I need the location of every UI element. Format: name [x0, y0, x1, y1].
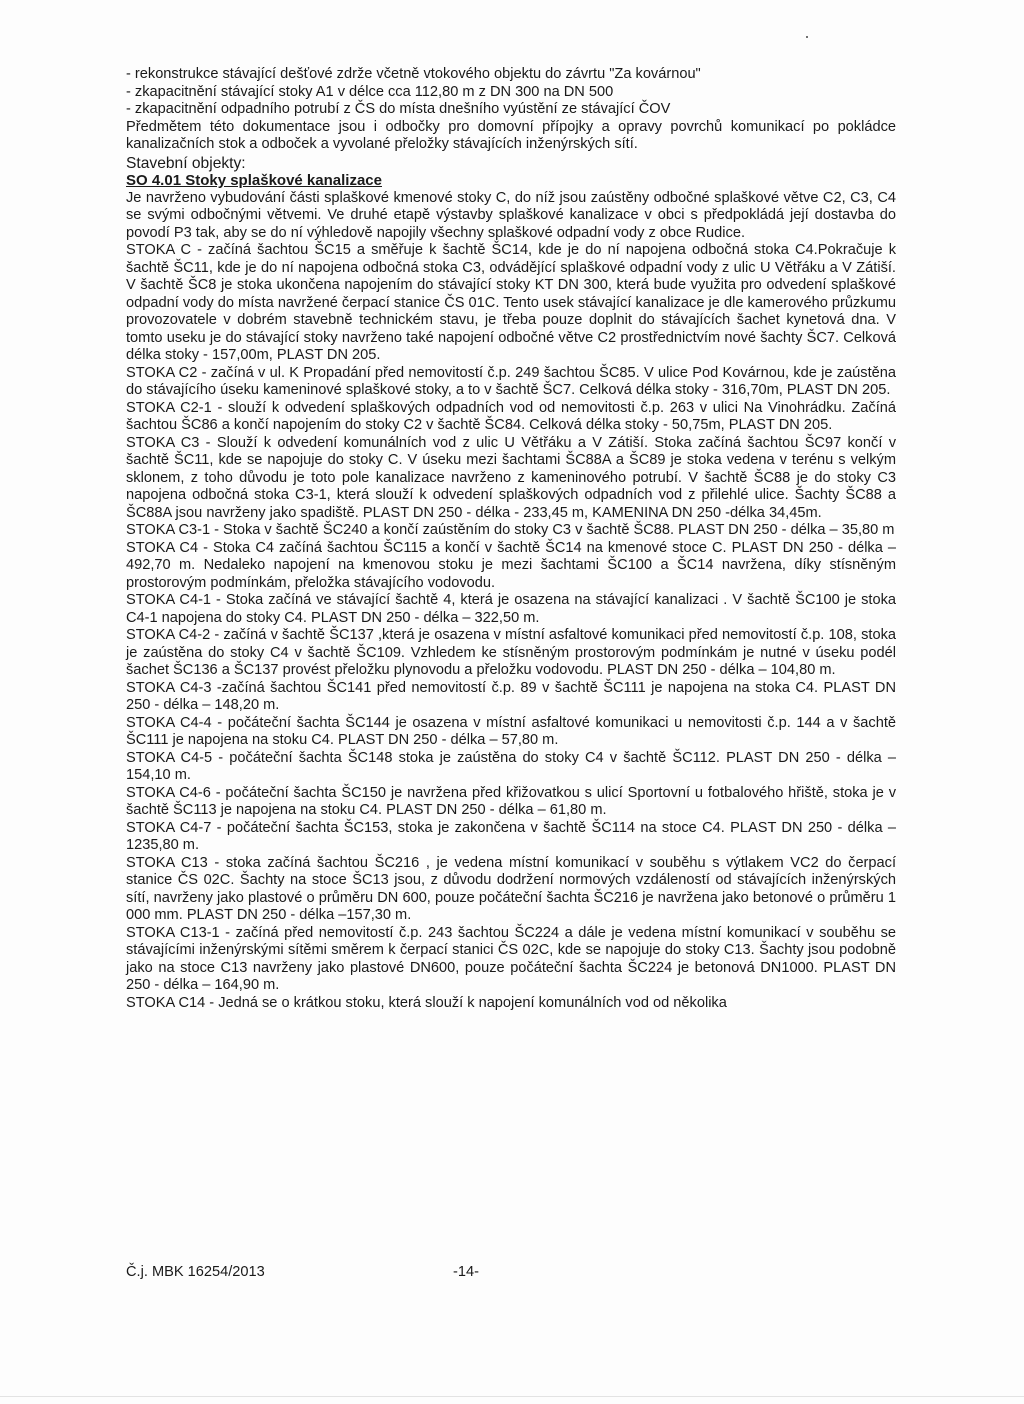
- intro-line: - zkapacitnění stávající stoky A1 v délce cca 112,80 m z DN 300 na DN 500: [126, 83, 614, 100]
- page-footer: [126, 1264, 479, 1280]
- paragraph: STOKA C4-4 - počáteční šachta ŠC144 je osazena v místní asfaltové komunikaci u nemovitosti č.p. 144 a v šachtě ŠC111 je napojena na stoku C4. PLAST DN 250 - délka – 57,80 m.: [126, 714, 896, 748]
- scan-speck: [806, 36, 808, 38]
- intro-line: - zkapacitnění odpadního potrubí z ČS do místa dnešního vyústění ze stávající ČOV: [126, 101, 671, 117]
- paragraph: STOKA C13 - stoka začíná šachtou ŠC216 , je vedena místní komunikací v souběhu s výtlakem VC2 do čerpací stanice ČS 02C. Šachty na stoce ŠC13 jsou, z důvodu dodržení normových vzdáleností od stávajících inženýrských sítí, navrženy jako plastové o průměru DN 600, pouze počáteční šachta ŠC216 je navržena jako betonové o průměru 1 000 mm. PLAST DN 250 - délka –157,30 m.: [126, 854, 896, 923]
- section-title: SO 4.01 Stoky splaškové kanalizace: [126, 172, 382, 189]
- intro-line: - rekonstrukce stávající dešťové zdrže včetně vtokového objektu do závrtu "Za kovárnou": [126, 66, 701, 82]
- page-number: -14-: [453, 1264, 479, 1280]
- paragraph: STOKA C2-1 - slouží k odvedení splaškových odpadních vod od nemovitosti č.p. 263 v ulici Na Vinohrádku. Začíná šachtou ŠC86 a končí napojením do stoky C2 v šachtě ŠC84. Celková délka stoky - 50,75m, PLAST DN 205.: [126, 399, 896, 433]
- paragraph: STOKA C - začíná šachtou ŠC15 a směřuje k šachtě ŠC14, kde je do ní napojena odbočná stoka C4.Pokračuje k šachtě ŠC11, kde je do ní napojena odbočná stoka C3, odvádějící splaškové odpadní vody z ulic U Větřáku a V Zátiší. V šachtě ŠC8 je stoka ukončena napojením do stávající stoky KT DN 300, která bude využita pro odvedení splaškové odpadní vody do místa navržené čerpací stanice ČS 01C. Tento usek stávající kanalizace je dle kamerového průzkumu provozovatele v dobrém stavebně technickém stavu, je třeba pouze doplnit do stávajících šachet kynetová dna. V tomto useku je do stávající stoky navrženo také napojení odbočné větve C2 prostřednictvím nové šachty ŠC7. Celková délka stoky - 157,00m, PLAST DN 205.: [126, 242, 896, 363]
- paragraph: Je navrženo vybudování části splaškové kmenové stoky C, do níž jsou zaústěny odbočné splaškové větve C2, C3, C4 se svými odbočnými větvemi. Ve druhé etapě výstavby splaškové kanalizace v obci s předpokládá její dostavba do povodí P3 tak, aby se do ní výhledově napojily všechny splaškové odpadní vody z obce Rudice.: [126, 189, 896, 241]
- paragraph: STOKA C4-7 - počáteční šachta ŠC153, stoka je zakončena v šachtě ŠC114 na stoce C4. PLAST DN 250 - délka – 1235,80 m.: [126, 819, 896, 853]
- paragraph: STOKA C4 - Stoka C4 začíná šachtou ŠC115 a končí v šachtě ŠC14 na kmenové stoce C. PLAST DN 250 - délka – 492,70 m. Nedaleko napojení na kmenovou stoku je mezi šachtami ŠC100 a ŠC14 navržena, díky stísněným prostorovým podmínkám, přeložka stávajícího vodovodu.: [126, 539, 896, 591]
- intro-paragraph: Předmětem této dokumentace jsou i odbočky pro domovní přípojky a opravy povrchů komunikací po pokládce kanalizačních stok a odboček a vyvolané přeložky stávajících inženýrských sítí.: [126, 118, 896, 152]
- subheading: Stavební objekty:: [126, 154, 246, 172]
- paragraph: STOKA C4-5 - počáteční šachta ŠC148 stoka je zaústěna do stoky C4 v šachtě ŠC112. PLAST DN 250 - délka – 154,10 m.: [126, 749, 896, 783]
- scan-edge-line: [0, 1396, 1024, 1397]
- paragraph: STOKA C4-3 -začíná šachtou ŠC141 před nemovitostí č.p. 89 v šachtě ŠC111 je napojena na stoka C4. PLAST DN 250 - délka – 148,20 m.: [126, 679, 896, 713]
- paragraph: STOKA C3 - Slouží k odvedení komunálních vod z ulic U Větřáku a V Zátiší. Stoka začíná šachtou ŠC97 končí v šachtě ŠC11, kde se napojuje do stoky C. V úseku mezi šachtami ŠC88A a ŠC89 je stoka vedena v terénu s velkým sklonem, z toho důvodu je toto pole kanalizace navrženo z kameninového potrubí. V šachtě ŠC88 je do stoky C3 napojena odbočná stoka C3-1, která slouží k odvedení splaškových odpadních vod z přilehlé ulice. Šachty ŠC88 a ŠC88A jsou navrženy jako spadiště. PLAST DN 250 - délka - 233,45 m, KAMENINA DN 250 -délka 34,45m.: [126, 434, 896, 521]
- paragraph: STOKA C3-1 - Stoka v šachtě ŠC240 a končí zaústěním do stoky C3 v šachtě ŠC88. PLAST DN 250 - délka – 35,80 m: [126, 522, 895, 538]
- paragraph: STOKA C4-1 - Stoka začíná ve stávající šachtě 4, která je osazena na stávající kanalizaci . V šachtě ŠC100 je stoka C4-1 napojena do stoky C4. PLAST DN 250 - délka – 322,50 m.: [126, 592, 896, 626]
- paragraph: STOKA C13-1 - začíná před nemovitostí č.p. 243 šachtou ŠC224 a dále je vedena místní komunikací v souběhu se stávajícími inženýrskými sítěmi směrem k čerpací stanici ČS 02C, kde se napojuje do stoky C13. Šachty jsou podobně jako na stoce C13 navrženy jako plastové DN600, pouze počáteční šachta ŠC224 je betonová DN1000. PLAST DN 250 - délka – 164,90 m.: [126, 924, 896, 993]
- paragraph: STOKA C4-2 - začíná v šachtě ŠC137 ,která je osazena v místní asfaltové komunikaci před nemovitostí č.p. 108, stoka je zaústěna do stoky C4 v šachtě ŠC109. Vzhledem ke stísněným prostorovým podmínkám je nutné v úseku podél šachet ŠC136 a ŠC137 provést přeložku plynovodu a přeložku vodovodu. PLAST DN 250 - délka – 104,80 m.: [126, 627, 896, 678]
- document-body: [126, 66, 896, 1012]
- document-reference: Č.j. MBK 16254/2013: [126, 1264, 265, 1280]
- paragraph: STOKA C4-6 - počáteční šachta ŠC150 je navržena před křižovatkou s ulicí Sportovní u fotbalového hřiště, stoka je v šachtě ŠC113 je napojena na stoku C4. PLAST DN 250 - délka – 61,80 m.: [126, 784, 896, 818]
- paragraph: STOKA C14 - Jedná se o krátkou stoku, která slouží k napojení komunálních vod od několika: [126, 994, 727, 1011]
- paragraph: STOKA C2 - začíná v ul. K Propadání před nemovitostí č.p. 249 šachtou ŠC85. V ulice Pod Kovárnou, kde je zaústěna do stávajícího úseku kameninové splaškové stoky, a to v šachtě ŠC7. Celková délka stoky - 316,70m, PLAST DN 205.: [126, 364, 896, 398]
